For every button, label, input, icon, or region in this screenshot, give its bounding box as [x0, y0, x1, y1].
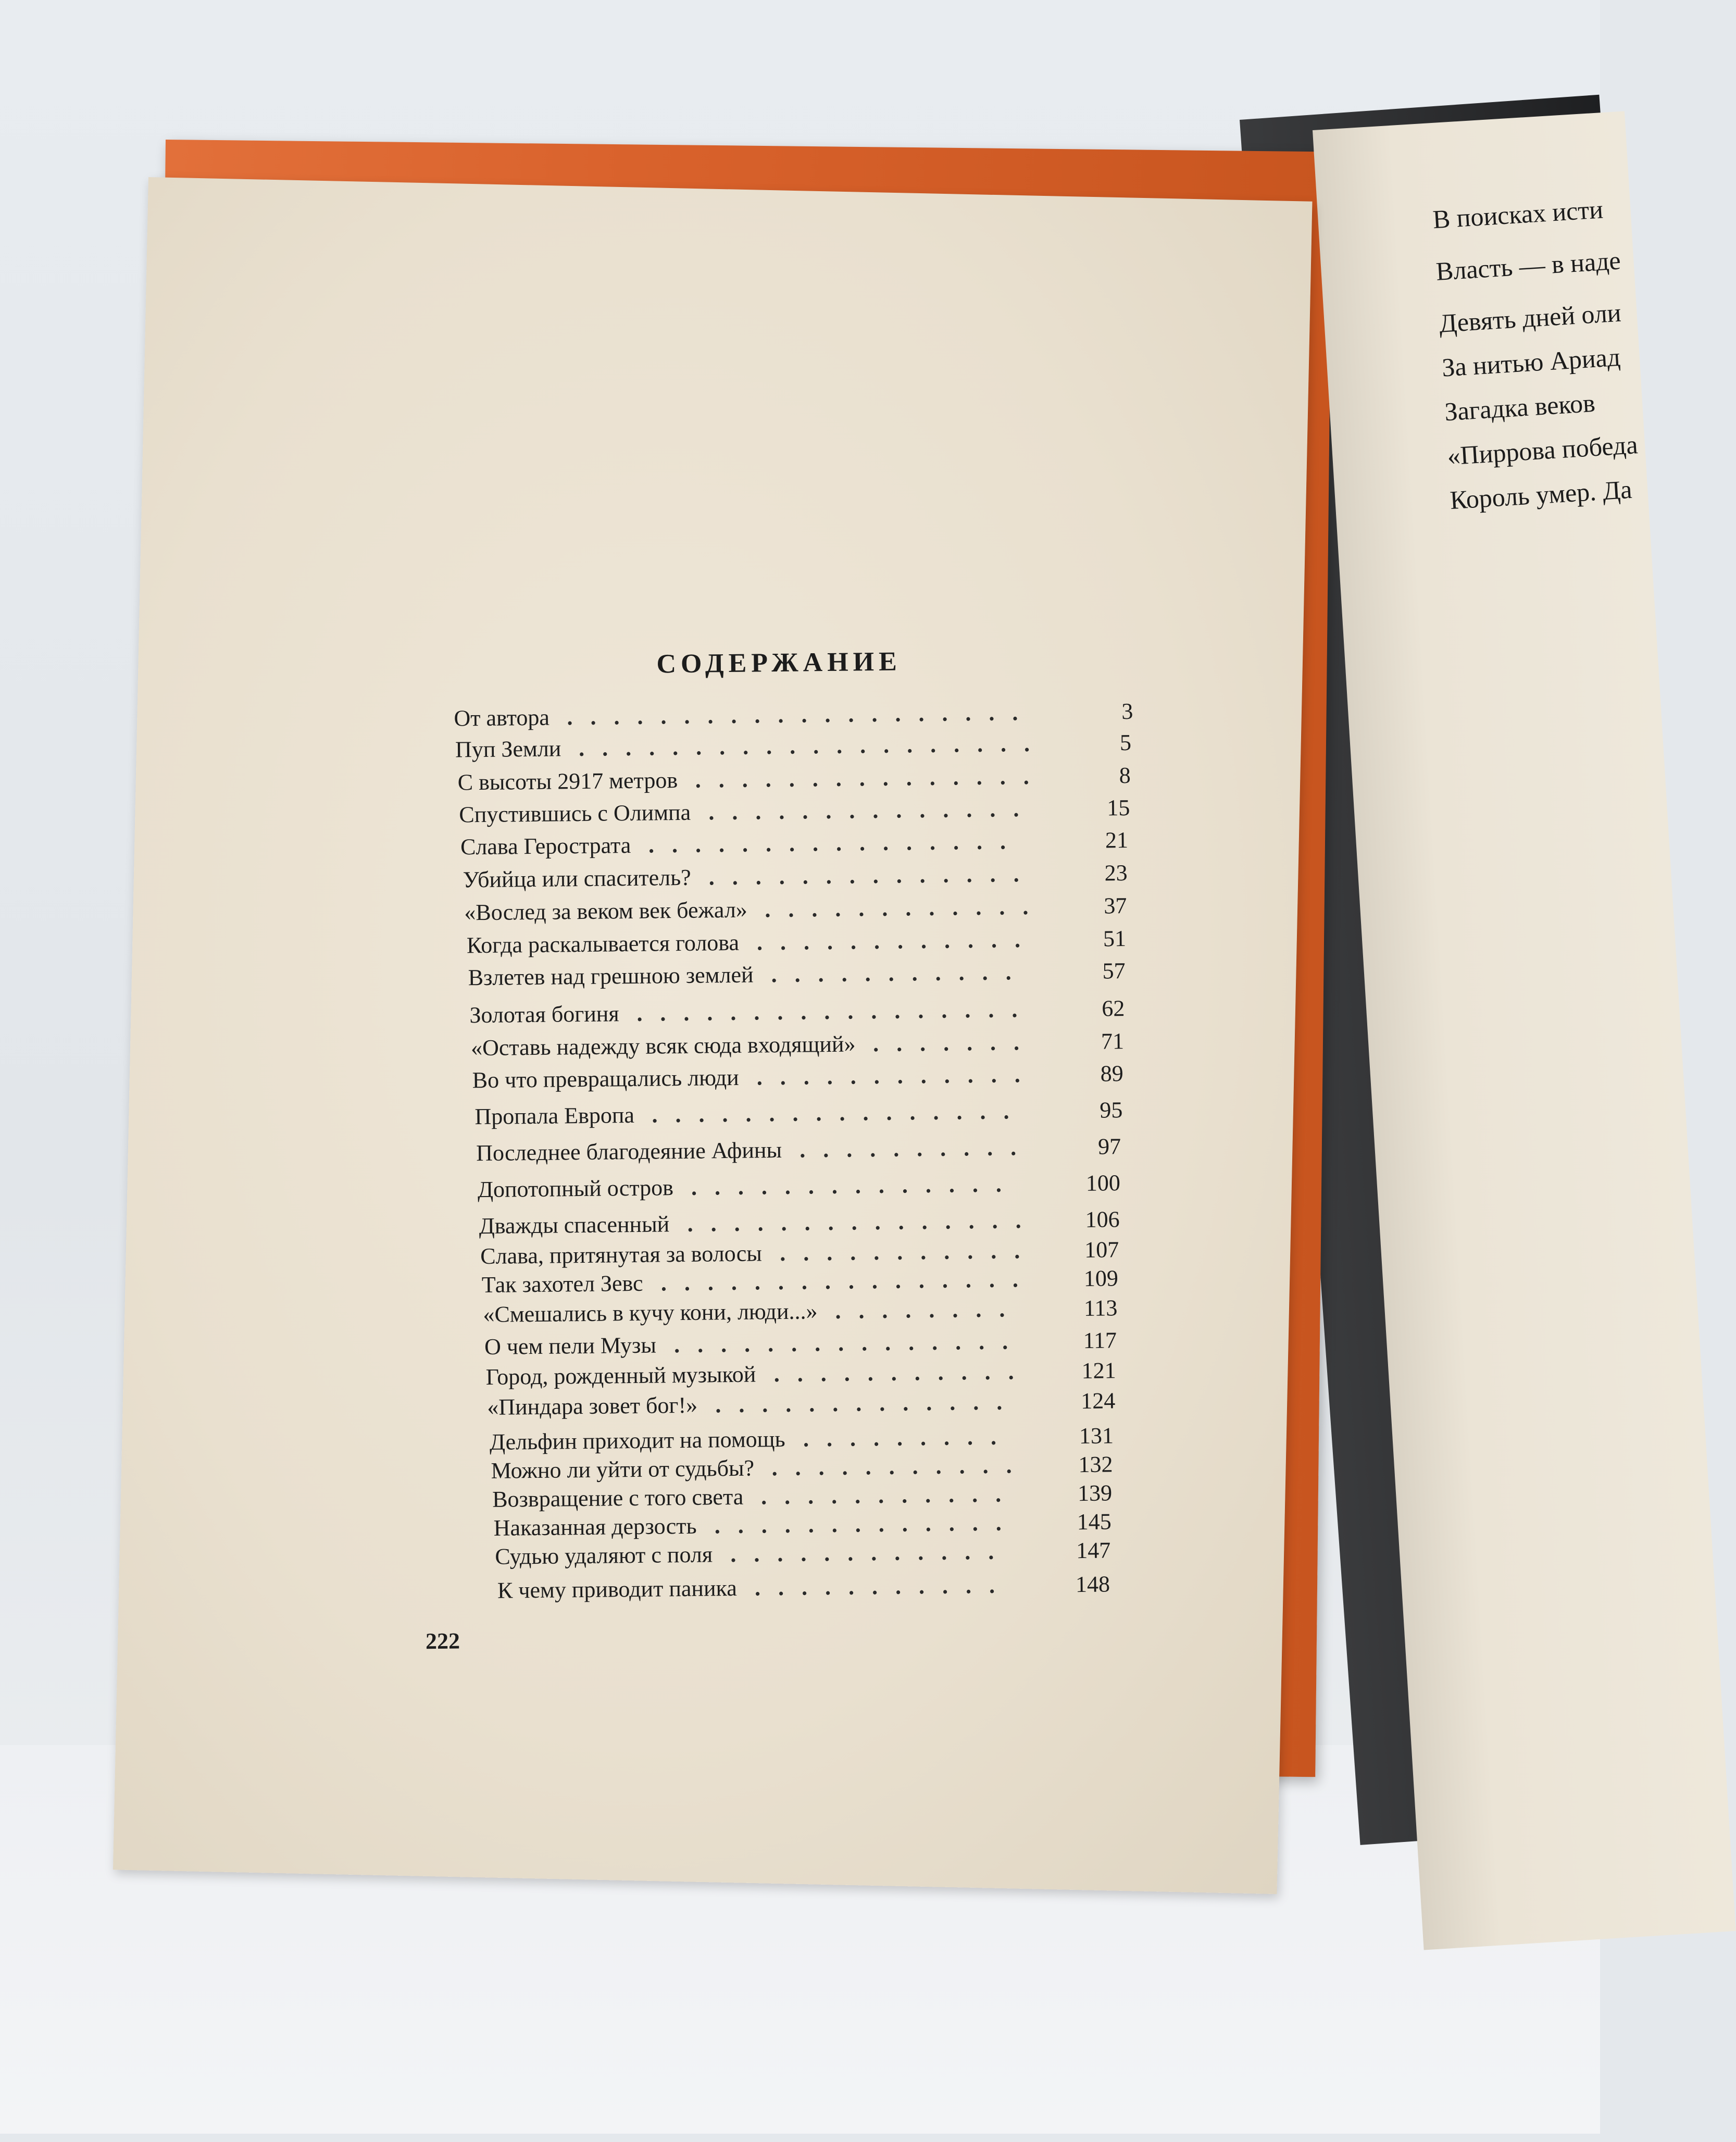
contents-entry-title: Наказанная дерзость [493, 1513, 697, 1541]
contents-entry [460, 826, 1129, 862]
leader-dots: ........... [760, 1481, 1019, 1510]
contents-entry-page: 5 [1119, 729, 1132, 756]
contents-entry-title: «Оставь надежду всяк сюда входящий» [470, 1031, 856, 1061]
contents-entry-title: Спустившись с Олимпа [459, 799, 691, 828]
contents-entry-title: Судью удаляют с поля [495, 1541, 713, 1570]
contents-entry-page: 117 [1083, 1327, 1117, 1353]
contents-entry [459, 793, 1130, 829]
contents-entry-page: 23 [1104, 860, 1128, 886]
leader-dots: ................ [648, 828, 1024, 858]
contents-entry-page: 145 [1077, 1509, 1111, 1535]
contents-entry [476, 1132, 1121, 1168]
contents-entry [468, 956, 1126, 992]
contents-entry [463, 858, 1128, 894]
leader-dots: ............ [756, 926, 1039, 955]
contents-entry [467, 924, 1127, 960]
contents-entry [464, 891, 1127, 927]
contents-entry-title: К чему приводит паника [497, 1575, 737, 1603]
contents-entry [471, 1027, 1125, 1063]
facing-page-line: Власть — в наде [1435, 245, 1622, 286]
leader-dots: .............. [708, 795, 1037, 825]
leader-dots: ........... [754, 1572, 1013, 1601]
contents-entry-title: Золотая богиня [469, 1001, 619, 1028]
contents-entry-title: «Вослед за веком век бежал» [464, 896, 748, 926]
contents-entry-title: Можно ли уйти от судьбы? [491, 1455, 755, 1484]
contents-entry-page: 97 [1097, 1134, 1121, 1160]
contents-entry-title: Допотопный остров [477, 1175, 674, 1203]
contents-entry-page: 62 [1102, 995, 1125, 1022]
leader-dots: .......... [799, 1134, 1034, 1163]
contents-entry-page: 37 [1104, 893, 1127, 919]
contents-entry-page: 95 [1100, 1097, 1123, 1123]
contents-entry [485, 1356, 1116, 1392]
leader-dots: ............... [673, 1328, 1026, 1358]
contents-entry [495, 1536, 1111, 1571]
contents-entry-title: Пропала Европа [474, 1102, 635, 1130]
contents-entry-page: 107 [1084, 1237, 1119, 1263]
leader-dots: ........ [835, 1296, 1023, 1324]
leader-dots: ........... [771, 1452, 1030, 1481]
contents-entry [478, 1168, 1121, 1204]
contents-entry-page: 3 [1121, 698, 1133, 725]
contents-entry [457, 761, 1131, 798]
contents-entry-title: Возвращение с того света [492, 1484, 744, 1512]
contents-entry-page: 139 [1077, 1480, 1113, 1506]
leader-dots: ....... [872, 1029, 1038, 1057]
contents-entry-page: 106 [1085, 1206, 1120, 1232]
leader-dots: .................... [567, 699, 1036, 730]
leader-dots: ............... [687, 1207, 1039, 1237]
leader-dots: ............ [730, 1538, 1012, 1567]
leader-dots: ............ [756, 1061, 1038, 1090]
leader-dots: ................ [652, 1098, 1027, 1128]
contents-entry-title: О чем пели Музы [484, 1332, 657, 1360]
leader-dots: .............. [708, 861, 1037, 890]
contents-entry [474, 1095, 1123, 1131]
contents-entry-page: 132 [1078, 1451, 1113, 1478]
leader-dots: ........... [779, 1237, 1038, 1266]
contents-entry-page: 148 [1075, 1571, 1110, 1598]
leader-dots: ......... [803, 1424, 1015, 1452]
contents-entry-title: От автора [454, 704, 550, 731]
leader-dots: .............. [691, 1171, 1020, 1200]
contents-entry-page: 8 [1119, 762, 1131, 789]
contents-entry-title: Дважды спасенный [479, 1211, 670, 1239]
contents-entry-page: 113 [1083, 1295, 1118, 1321]
contents-entry-title: Последнее благодеяние Афины [476, 1137, 782, 1166]
contents-entry [483, 1293, 1118, 1329]
facing-page-line: «Пиррова победа [1446, 430, 1639, 471]
leader-dots: ........... [773, 1359, 1032, 1387]
contents-entry-title: Убийца или спаситель? [463, 864, 691, 893]
leader-dots: ........... [771, 959, 1029, 988]
contents-entry-page: 57 [1102, 958, 1126, 984]
facing-page-line: В поисках исти [1432, 194, 1604, 234]
contents-entry-title: «Пиндара зовет бог!» [487, 1392, 698, 1420]
contents-entry-page: 147 [1076, 1537, 1111, 1564]
facing-page-line: Король умер. Да [1449, 474, 1633, 515]
contents-entry-title: Город, рожденный музыкой [485, 1361, 756, 1390]
contents-entry-title: С высоты 2917 метров [457, 767, 678, 795]
contents-entry-page: 121 [1081, 1358, 1116, 1384]
contents-entry [484, 1326, 1117, 1362]
contents-entry-title: Так захотел Зевс [481, 1270, 643, 1298]
contents-entry-title: Дельфин приходит на помощь [489, 1426, 785, 1455]
contents-entry [487, 1386, 1116, 1422]
contents-heading: СОДЕРЖАНИЕ [656, 646, 902, 679]
contents-entry-page: 124 [1080, 1388, 1116, 1414]
page-number: 222 [425, 1628, 460, 1654]
contents-entry [455, 728, 1132, 765]
contents-entry [454, 697, 1133, 733]
leader-dots: ................ [660, 1266, 1036, 1296]
contents-entry-title: Пуп Земли [455, 736, 561, 763]
contents-entry [469, 994, 1125, 1030]
contents-entry [479, 1205, 1120, 1241]
contents-entry-title: Слава Герострата [460, 832, 631, 860]
contents-entry-page: 100 [1085, 1170, 1121, 1196]
contents-entry-page: 71 [1101, 1028, 1125, 1054]
contents-entry-title: Слава, притянутая за волосы [480, 1240, 763, 1269]
leader-dots: ............. [714, 1510, 1019, 1539]
leader-dots: ............ [765, 893, 1046, 923]
contents-entry-title: «Смешались в кучу кони, люди...» [483, 1298, 818, 1328]
leader-dots: ................. [636, 996, 1035, 1026]
contents-entry-title: Когда раскалывается голова [466, 929, 740, 958]
leader-dots: ............. [715, 1389, 1020, 1418]
contents-entry-page: 51 [1103, 926, 1127, 952]
leader-dots: .................... [578, 730, 1048, 762]
contents-entry [497, 1570, 1110, 1605]
leader-dots: ............... [695, 763, 1047, 793]
facing-page-line: Загадка веков [1443, 388, 1596, 427]
contents-entry-page: 131 [1079, 1423, 1114, 1449]
contents-entry-page: 109 [1083, 1265, 1119, 1291]
facing-page-line: Девять дней оли [1438, 297, 1622, 338]
contents-entry-page: 89 [1100, 1061, 1123, 1087]
contents-entry [472, 1059, 1123, 1095]
contents-entry-page: 15 [1107, 794, 1130, 821]
facing-page-line: За нитью Ариад [1441, 342, 1621, 382]
contents-entry-page: 21 [1105, 827, 1129, 853]
contents-entry-title: Взлетев над грешною землей [468, 962, 754, 991]
contents-entry-title: Во что превращались люди [472, 1064, 739, 1093]
